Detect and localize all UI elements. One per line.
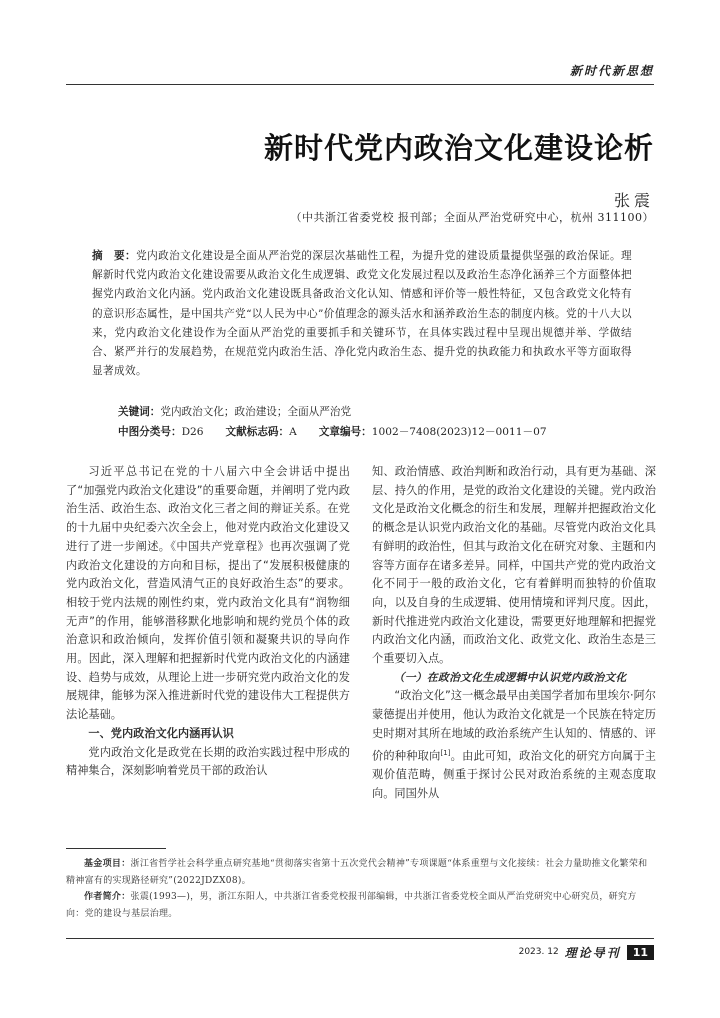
doc-code-value: A	[289, 426, 297, 438]
body-column-left	[66, 463, 350, 781]
journal-name: 理论导刊	[564, 945, 621, 960]
fund-label: 基金项目：	[84, 859, 131, 869]
fund-note	[66, 856, 654, 889]
citation-ref[interactable]: [1]	[440, 748, 451, 757]
body-paragraph: 习近平总书记在党的十八届六中全会讲话中提出了“加强党内政治文化建设”的重要命题，并阐明了党内政治生活、政治生态、政治文化三者之间的辩证关系。在党的十九届中央纪委六次全会上，他对党内政治文化建设又进行了进一步阐述。《中国共产党章程》也再次强调了党内政治文化建设的方向和目标，提出了“发展积极健康的党内政治文化，营造风清气正的良好政治生态”的要求。相较于党内法规的刚性约束，党内政治文化具有“润物细无声”的作用，能够潜移默化地影响和规约党员个体的政治意识和政治倾向，发挥价值引领和凝聚共识的导向作用。因此，深入理解和把握新时代党内政治文化的内涵建设、趋势与成效，从理论上进一步研究党内政治文化的发展规律，能够为深入推进新时代党的建设伟大工程提供方法论基础。	[66, 465, 350, 722]
abstract-label: 摘 要：	[92, 250, 137, 262]
section-tag: 新时代新思想	[569, 64, 654, 78]
footer-rule	[66, 938, 654, 939]
clc-value: D26	[181, 426, 204, 438]
subsection-heading: （一）在政治文化生成逻辑中认识党内政治文化	[393, 670, 627, 684]
page-number: 11	[627, 945, 654, 960]
abstract	[92, 247, 632, 381]
keywords-line	[118, 404, 632, 419]
footnote-rule	[66, 848, 166, 849]
article-no-label: 文章编号：	[318, 426, 372, 438]
body-text: “政治文化”这一概念最早由美国学者加布里埃尔·阿尔蒙德提出并使用，他认为政治文化就是一个民族在特定历史时期对其所在地域的政治系统产生认知的、情感的、评价的种种取向	[372, 689, 656, 763]
doc-code-label: 文献标志码：	[225, 426, 290, 438]
body-paragraph: 知、政治情感、政治判断和政治行动，具有更为基础、深层、持久的作用，是党的政治文化建设的关键。党内政治文化是政治文化概念的衍生和发展，理解并把握政治文化的概念是认识党内政治文化的基础。尽管党内政治文化具有鲜明的政治性，但其与政治文化在研究对象、主题和内容等方面存在诸多差异。同样，中国共产党的党内政治文化不同于一般的政治文化，它有着鲜明而独特的价值取向，以及自身的生成逻辑、使用情境和评判尺度。因此，新时代推进党内政治文化建设，需要更好地理解和把握党内政治文化内涵，而政治文化、政党文化、政治生态是三个重要切入点。	[372, 465, 656, 666]
author-affiliation: （中共浙江省委党校 报刊部；全面从严治党研究中心，杭州 311100）	[290, 211, 654, 224]
body-paragraph: 党内政治文化是政党在长期的政治实践过程中形成的精神集合，深刻影响着党员干部的政治认	[66, 745, 350, 778]
header-rule	[66, 84, 654, 85]
clc-label: 中图分类号：	[118, 426, 182, 438]
section-heading: 一、党内政治文化内涵再认识	[88, 726, 234, 740]
classification-line	[118, 424, 632, 439]
article-author: 张震	[613, 191, 654, 210]
author-note-text: 张震(1993—)，男，浙江东阳人，中共浙江省委党校报刊部编辑，中共浙江省委党校全面从严治党研究中心研究员，研究方向：党的建设与基层治理。	[66, 892, 637, 919]
article-no-value: 1002－7408(2023)12－0011－07	[371, 426, 547, 438]
issue-date: 2023. 12	[518, 947, 559, 957]
abstract-text: 党内政治文化建设是全面从严治党的深层次基础性工程，为提升党的建设质量提供坚强的政治保证。理解新时代党内政治文化建设需要从政治文化生成逻辑、政党文化发展过程以及政治生态净化涵养三个方面整体把握党内政治文化内涵。党内政治文化建设既具备政治文化认知、情感和评价等一般性特征，又包含政党文化特有的意识形态属性，是中国共产党“以人民为中心”价值理念的源头活水和涵养政治生态的制度内核。党的十八大以来，党内政治文化建设作为全面从严治党的重要抓手和关键环节，在具体实践过程中呈现出规德并举、学做结合、紧严并行的发展趋势，在规范党内政治生活、净化党内政治生态、提升党的执政能力和执政水平等方面取得显著成效。	[92, 250, 632, 378]
author-note-label: 作者简介：	[84, 892, 131, 902]
footnotes	[66, 856, 654, 922]
fund-text: 浙江省哲学社会科学重点研究基地“贯彻落实省第十五次党代会精神”专项课题“体系重塑与文化接续：社会力量助推文化繁荣和精神富有的实现路径研究”(2022JDZX08)。	[66, 859, 648, 886]
keywords-value: 党内政治文化；政治建设；全面从严治党	[160, 406, 352, 418]
author-note	[66, 889, 654, 922]
keywords-label: 关键词：	[118, 406, 161, 418]
body-column-right	[372, 463, 656, 803]
article-title: 新时代党内政治文化建设论析	[263, 131, 654, 165]
body-text: 。由此可知，政治文化的研究方向属于主观价值范畴，侧重于探讨公民对政治系统的主观态度取向。同国外从	[372, 749, 656, 800]
body-paragraph	[372, 687, 656, 803]
page-footer	[519, 944, 654, 960]
